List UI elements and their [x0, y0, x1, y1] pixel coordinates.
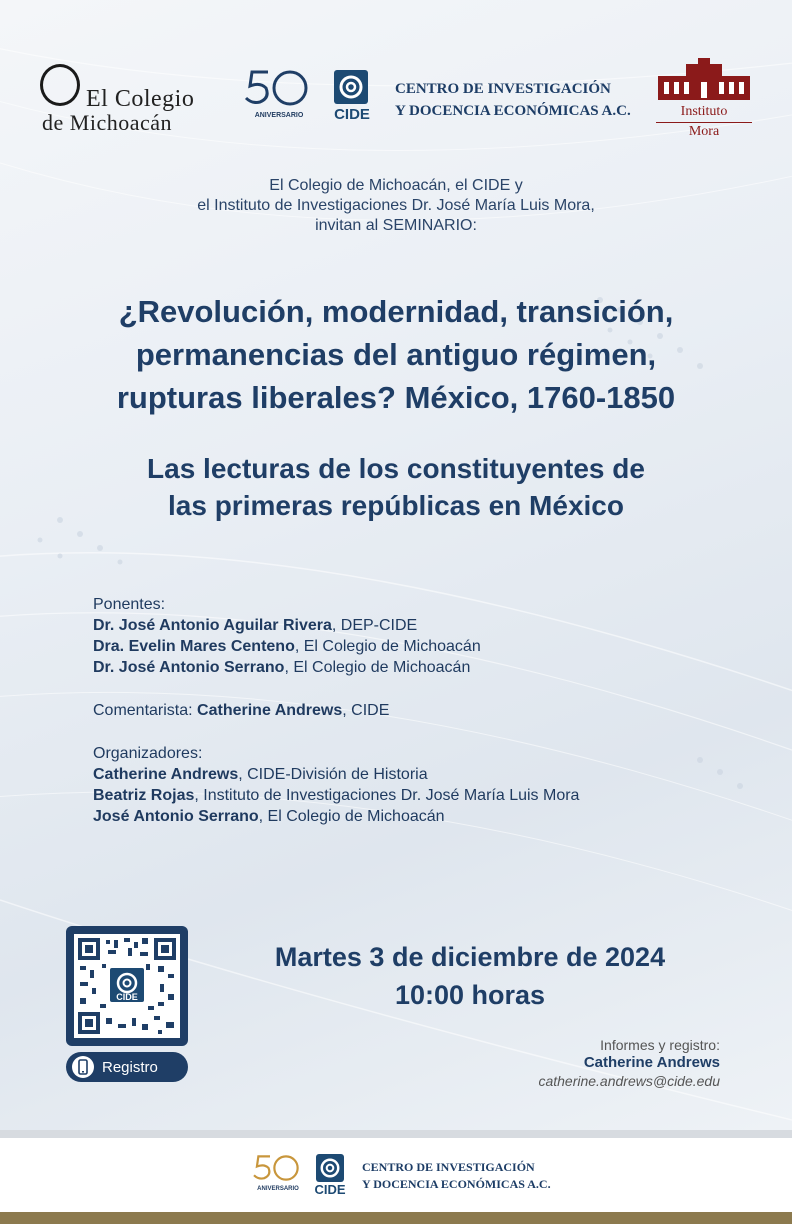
comentarista-name: Catherine Andrews: [197, 702, 343, 719]
event-datetime: [210, 938, 730, 1014]
phone-icon: [72, 1056, 94, 1078]
ponentes-heading: Ponentes:: [93, 596, 166, 613]
title-line-1: ¿Revolución, modernidad, transición,: [118, 294, 674, 329]
intro-line-1: El Colegio de Michoacán, el CIDE y: [269, 177, 523, 194]
seminar-subtitle: [20, 450, 772, 524]
mora-name-line2: Mora: [688, 124, 720, 139]
footer-fifty-icon: [252, 1152, 304, 1184]
footer-separator: [0, 1130, 792, 1138]
event-date: Martes 3 de diciembre de 2024: [274, 942, 666, 972]
organizador-row: [93, 764, 773, 785]
registro-label: Registro: [102, 1059, 158, 1076]
footer-anniversary-label: ANIVERSARIO: [257, 1186, 299, 1192]
colmich-emblem-icon: [40, 64, 80, 106]
organizadores-heading: Organizadores:: [93, 745, 203, 762]
ponente-name: Dra. Evelin Mares Centeno: [93, 638, 295, 655]
organizador-affiliation: , CIDE-División de Historia: [238, 766, 428, 783]
footer-cide-logo: [312, 1154, 348, 1198]
contact-name: Catherine Andrews: [583, 1054, 720, 1071]
mora-divider: [656, 122, 752, 123]
qr-code-icon: [74, 934, 180, 1038]
intro-line-3: invitan al SEMINARIO:: [315, 217, 477, 234]
cide-fullname: [395, 78, 631, 122]
comentarista-affiliation: , CIDE: [342, 702, 390, 719]
ponente-affiliation: , El Colegio de Michoacán: [284, 659, 471, 676]
organizador-row: [93, 785, 773, 806]
intro-line-2: el Instituto de Investigaciones Dr. José María Luis Mora,: [197, 197, 595, 214]
footer-cide-fullname: [362, 1159, 551, 1193]
mora-logo: [656, 58, 752, 142]
ponente-affiliation: , DEP-CIDE: [331, 617, 418, 634]
title-line-2: permanencias del antiguo régimen,: [135, 337, 657, 372]
title-line-3: rupturas liberales? México, 1760-1850: [116, 380, 676, 415]
organizador-name: José Antonio Serrano: [93, 808, 259, 825]
ponente-affiliation: , El Colegio de Michoacán: [294, 638, 481, 655]
organizador-name: Catherine Andrews: [93, 766, 239, 783]
footer-cide-name-line2: Y DOCENCIA ECONÓMICAS A.C.: [362, 1177, 551, 1191]
ponente-name: Dr. José Antonio Serrano: [93, 659, 285, 676]
mora-building-icon: [656, 58, 752, 102]
ponente-row: [93, 615, 773, 636]
contact-email[interactable]: catherine.andrews@cide.edu: [538, 1073, 720, 1089]
subtitle-line-2: las primeras repúblicas en México: [168, 490, 624, 521]
registro-button[interactable]: [66, 1052, 188, 1082]
ponente-row: [93, 657, 773, 678]
colmich-logo: [40, 60, 230, 136]
subtitle-line-1: Las lecturas de los constituyentes de: [147, 453, 645, 484]
organizador-row: [93, 806, 773, 827]
qr-center-label: CIDE: [116, 992, 138, 1002]
cide-name-line2: Y DOCENCIA ECONÓMICAS A.C.: [395, 103, 631, 119]
organizador-name: Beatriz Rojas: [93, 787, 195, 804]
ponente-row: [93, 636, 773, 657]
bottom-bar: [0, 1212, 792, 1224]
footer-cide-emblem-icon: [316, 1154, 344, 1182]
comentarista-row: [93, 700, 773, 721]
ponente-name: Dr. José Antonio Aguilar Rivera: [93, 617, 332, 634]
mora-name-line1: Instituto: [680, 104, 728, 119]
colmich-name-line1: El Colegio: [86, 86, 195, 112]
footer-anniversary-logo: [252, 1152, 304, 1196]
seminar-title: [20, 290, 772, 419]
contact-info: [440, 1036, 720, 1090]
anniversary-label: ANIVERSARIO: [254, 112, 304, 119]
colmich-name-line2: de Michoacán: [42, 110, 172, 135]
anniversary-logo: [244, 66, 314, 126]
contact-label: Informes y registro:: [600, 1037, 720, 1053]
cide-emblem-icon: [334, 70, 368, 104]
footer-cide-word: CIDE: [314, 1182, 346, 1197]
organizador-affiliation: , El Colegio de Michoacán: [258, 808, 445, 825]
event-time: 10:00 horas: [394, 980, 546, 1010]
organizador-affiliation: , Instituto de Investigaciones Dr. José María Luis Mora: [194, 787, 580, 804]
participants: [93, 594, 773, 827]
fifty-icon: [244, 66, 314, 110]
intro-text: [0, 176, 792, 236]
comentarista-heading: Comentarista:: [93, 702, 198, 719]
footer-cide-name-line1: CENTRO DE INVESTIGACIÓN: [362, 1160, 535, 1174]
cide-word: CIDE: [334, 106, 370, 123]
cide-logo: [330, 70, 374, 122]
registration-qr-code[interactable]: [66, 926, 188, 1046]
cide-name-line1: CENTRO DE INVESTIGACIÓN: [395, 81, 611, 97]
